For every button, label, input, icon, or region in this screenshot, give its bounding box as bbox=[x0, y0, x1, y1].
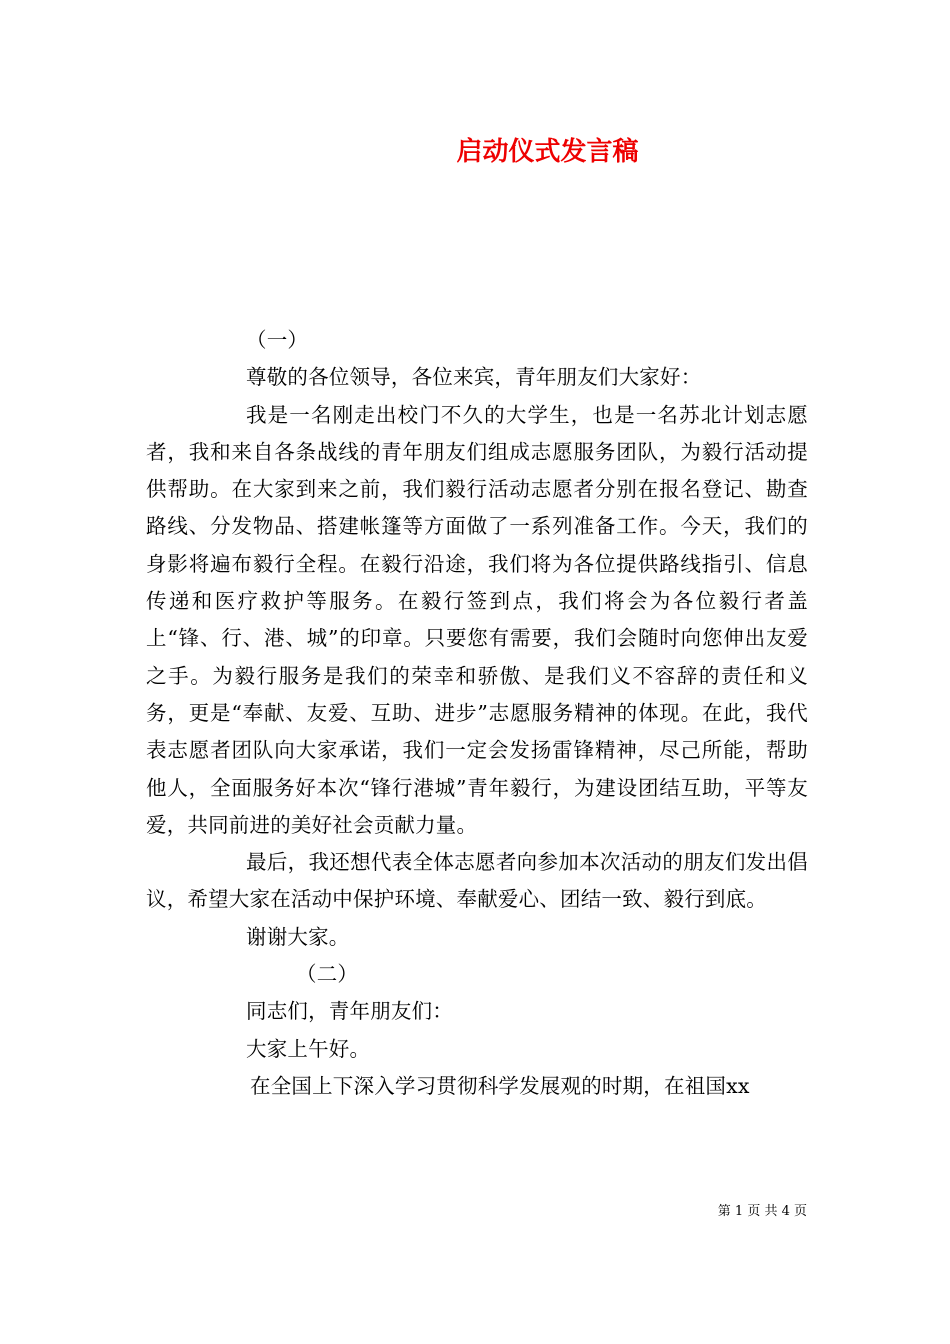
morning-greeting: 大家上午好。 bbox=[246, 1036, 371, 1061]
intro-paragraph: 在全国上下深入学习贯彻科学发展观的时期，在祖国xx bbox=[250, 1073, 750, 1098]
main-paragraph: 我是一名刚走出校门不久的大学生，也是一名苏北计划志愿者，我和来自各条战线的青年朋友们组成志愿服务团队，为毅行活动提供帮助。在大家到来之前，我们毅行活动志愿者分别在报名登记、勘查路线、分发物品、搭建帐篷等方面做了一系列准备工作。今天，我们的身影将遍布毅行全程。在毅行沿途，我们将为各位提供路线指引、信息传递和医疗救护等服务。在毅行签到点，我们将会为各位毅行者盖上“锋、行、港、城”的印章。只要您有需要，我们会随时向您伸出友爱之手。为毅行服务是我们的荣幸和骄傲、是我们义不容辞的责任和义务，更是“奉献、友爱、互助、进步”志愿服务精神的体现。在此，我代表志愿者团队向大家承诺，我们一定会发扬雷锋精神，尽己所能，帮助他人，全面服务好本次“锋行港城”青年毅行，为建设团结互助，平等友爱，共同前进的美好社会贡献力量。 bbox=[146, 402, 808, 837]
document-title: 启动仪式发言稿 bbox=[456, 137, 639, 167]
thanks-paragraph: 谢谢大家。 bbox=[246, 924, 350, 949]
closing-paragraph: 最后，我还想代表全体志愿者向参加本次活动的朋友们发出倡议，希望大家在活动中保护环境、奉献爱心、团结一致、毅行到底。 bbox=[146, 850, 808, 912]
page-footer: 第 1 页 共 4 页 bbox=[717, 1204, 807, 1219]
greeting-paragraph-2: 同志们，青年朋友们： bbox=[246, 999, 453, 1024]
document-body bbox=[146, 322, 808, 1105]
section-heading-2: （二） bbox=[296, 962, 359, 987]
greeting-paragraph: 尊敬的各位领导，各位来宾，青年朋友们大家好： bbox=[246, 365, 702, 390]
section-heading-1: （一） bbox=[246, 328, 309, 352]
